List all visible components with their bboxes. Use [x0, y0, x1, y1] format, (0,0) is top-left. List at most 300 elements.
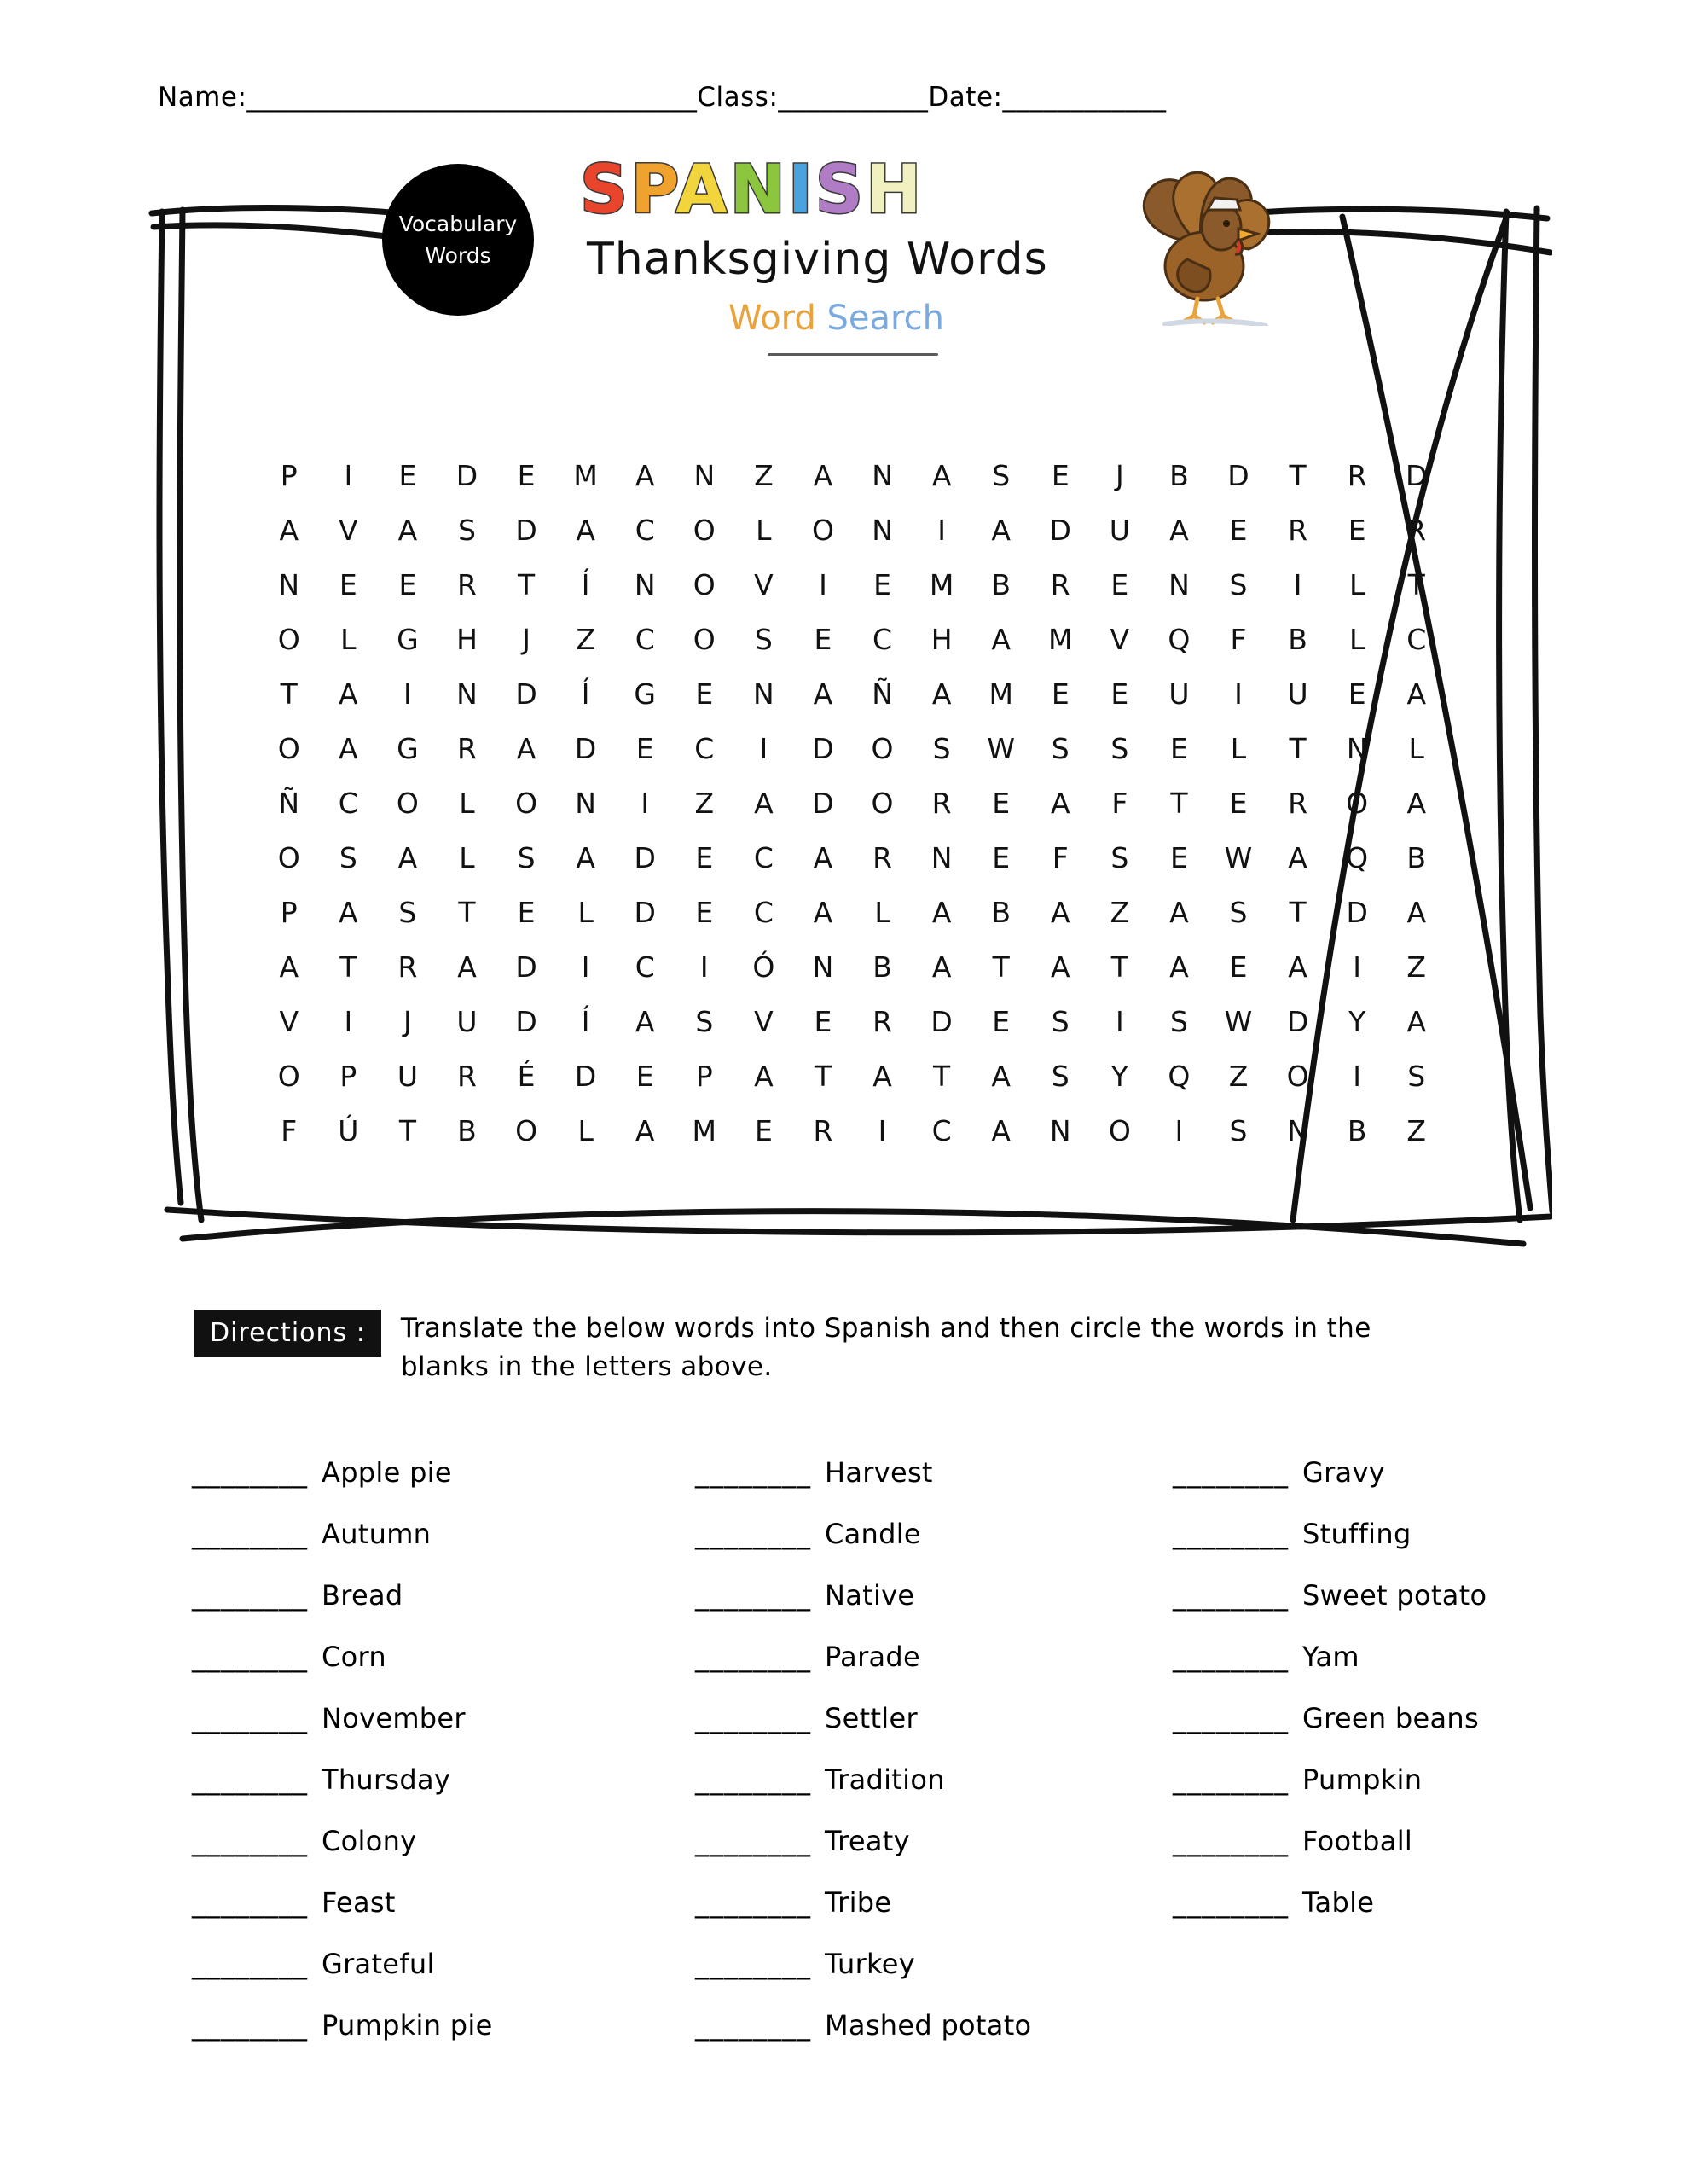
grid-cell[interactable]: R	[872, 840, 893, 874]
grid-cell[interactable]: S	[1229, 1113, 1248, 1147]
grid-cell[interactable]: N	[456, 677, 478, 711]
grid-cell[interactable]: Z	[1406, 950, 1427, 984]
answer-blank[interactable]: ________	[192, 1579, 308, 1612]
grid-cell[interactable]: R	[1288, 513, 1308, 547]
word-label: Feast	[322, 1886, 396, 1919]
grid-cell[interactable]: A	[813, 458, 833, 492]
grid-cell[interactable]: I	[581, 950, 590, 984]
grid-cell[interactable]: J	[522, 622, 531, 656]
grid-cell[interactable]: P	[280, 458, 299, 492]
grid-cell[interactable]: Y	[1348, 1004, 1366, 1038]
grid-cell[interactable]: D	[930, 1004, 954, 1038]
word-label: Apple pie	[322, 1456, 452, 1489]
grid-cell[interactable]: O	[277, 622, 301, 656]
grid-cell[interactable]: S	[517, 840, 536, 874]
grid-cell[interactable]: M	[692, 1113, 717, 1147]
grid-cell[interactable]: O	[277, 840, 301, 874]
grid-cell[interactable]: T	[339, 950, 357, 984]
grid-cell[interactable]: C	[338, 786, 359, 820]
grid-cell[interactable]: R	[813, 1113, 833, 1147]
grid-cell[interactable]: Z	[754, 458, 774, 492]
grid-cell[interactable]: A	[279, 513, 299, 547]
answer-blank[interactable]: ________	[1173, 1456, 1289, 1489]
grid-cell[interactable]: T	[992, 950, 1011, 984]
grid-cell[interactable]: N	[1049, 1113, 1072, 1147]
grid-cell[interactable]: E	[398, 458, 417, 492]
grid-cell[interactable]: L	[577, 1113, 594, 1147]
grid-cell[interactable]: A	[931, 950, 952, 984]
grid-cell[interactable]: T	[814, 1059, 832, 1093]
grid-cell[interactable]: N	[693, 458, 716, 492]
grid-cell[interactable]: R	[1050, 567, 1071, 601]
grid-cell[interactable]: N	[575, 786, 597, 820]
grid-cell[interactable]: W	[1224, 1004, 1253, 1038]
grid-cell[interactable]: D	[455, 458, 478, 492]
grid-cell[interactable]: S	[1229, 567, 1248, 601]
grid-cell[interactable]: R	[1288, 786, 1308, 820]
grid-cell[interactable]: A	[576, 840, 596, 874]
grid-cell[interactable]: Z	[1406, 1113, 1427, 1147]
grid-cell[interactable]: S	[1169, 1004, 1189, 1038]
grid-cell[interactable]: R	[397, 950, 418, 984]
grid-cell[interactable]: L	[577, 895, 594, 929]
grid-cell[interactable]: Q	[1346, 840, 1369, 874]
grid-cell[interactable]: E	[517, 895, 536, 929]
grid-cell[interactable]: A	[1050, 950, 1071, 984]
grid-cell[interactable]: B	[1406, 840, 1427, 874]
grid-cell[interactable]: T	[517, 567, 536, 601]
grid-cell[interactable]: E	[695, 895, 714, 929]
grid-cell[interactable]: N	[278, 567, 300, 601]
grid-cell[interactable]: S	[1051, 731, 1070, 765]
grid-cell[interactable]: B	[991, 895, 1012, 929]
grid-cell[interactable]: L	[1408, 731, 1425, 765]
grid-cell[interactable]: O	[811, 513, 835, 547]
grid-cell[interactable]: T	[1407, 567, 1426, 601]
grid-cell[interactable]: T	[398, 1113, 417, 1147]
grid-cell[interactable]: S	[398, 895, 417, 929]
grid-cell[interactable]: C	[635, 622, 656, 656]
grid-cell[interactable]: D	[1286, 1004, 1309, 1038]
word-list-item	[1173, 1749, 1574, 1810]
grid-cell[interactable]: A	[813, 895, 833, 929]
grid-cell[interactable]: W	[1224, 840, 1253, 874]
grid-cell[interactable]: V	[339, 513, 359, 547]
grid-cell[interactable]: C	[635, 513, 656, 547]
grid-cell[interactable]: M	[573, 458, 599, 492]
answer-blank[interactable]: ________	[695, 2009, 811, 2042]
grid-cell[interactable]: L	[1348, 622, 1365, 656]
grid-cell[interactable]: S	[1051, 1004, 1070, 1038]
grid-cell[interactable]: O	[693, 622, 716, 656]
grid-cell[interactable]: C	[872, 622, 893, 656]
grid-cell[interactable]: V	[279, 1004, 299, 1038]
grid-cell[interactable]: L	[340, 622, 357, 656]
grid-cell[interactable]: C	[635, 950, 656, 984]
grid-cell[interactable]: S	[1051, 1059, 1070, 1093]
grid-cell[interactable]: E	[1110, 567, 1129, 601]
grid-row	[264, 448, 1441, 502]
grid-cell[interactable]: D	[515, 513, 538, 547]
grid-cell[interactable]: L	[874, 895, 891, 929]
grid-cell[interactable]: Í	[581, 1004, 590, 1038]
grid-cell[interactable]: E	[635, 1059, 655, 1093]
grid-cell[interactable]: A	[516, 731, 536, 765]
grid-cell[interactable]: D	[1406, 458, 1428, 492]
grid-cell[interactable]: A	[279, 950, 299, 984]
grid-cell[interactable]: S	[992, 458, 1011, 492]
grid-cell[interactable]: G	[397, 731, 420, 765]
grid-cell[interactable]: E	[814, 1004, 832, 1038]
answer-blank[interactable]: ________	[695, 1456, 811, 1489]
grid-cell[interactable]: E	[1229, 786, 1248, 820]
grid-cell[interactable]: É	[517, 1059, 536, 1093]
grid-cell[interactable]: D	[574, 1059, 597, 1093]
grid-cell[interactable]: S	[1229, 895, 1248, 929]
grid-cell[interactable]: A	[872, 1059, 893, 1093]
grid-cell[interactable]: O	[277, 1059, 301, 1093]
grid-cell[interactable]: I	[641, 786, 650, 820]
grid-cell[interactable]: A	[397, 840, 418, 874]
grid-cell[interactable]: A	[339, 677, 359, 711]
grid-cell[interactable]: E	[1229, 950, 1248, 984]
answer-blank[interactable]: ________	[192, 1641, 308, 1673]
grid-cell[interactable]: A	[931, 895, 952, 929]
grid-cell[interactable]: D	[812, 786, 835, 820]
grid-cell[interactable]: O	[1108, 1113, 1132, 1147]
grid-cell[interactable]: A	[576, 513, 596, 547]
answer-blank[interactable]: ________	[695, 1825, 811, 1857]
grid-cell[interactable]: J	[403, 1004, 413, 1038]
grid-cell[interactable]: A	[813, 677, 833, 711]
grid-cell[interactable]: D	[515, 677, 538, 711]
grid-cell[interactable]: Q	[1168, 622, 1191, 656]
grid-cell[interactable]: B	[991, 567, 1012, 601]
grid-cell[interactable]: Ó	[752, 950, 775, 984]
answer-blank[interactable]: ________	[192, 2009, 308, 2042]
grid-cell[interactable]: F	[281, 1113, 298, 1147]
grid-cell[interactable]: R	[1347, 458, 1368, 492]
grid-cell[interactable]: E	[1169, 840, 1189, 874]
answer-blank[interactable]: ________	[192, 1886, 308, 1919]
grid-cell[interactable]: E	[1051, 677, 1070, 711]
grid-cell[interactable]: A	[1169, 950, 1190, 984]
grid-cell[interactable]: I	[1234, 677, 1244, 711]
grid-cell[interactable]: T	[1289, 895, 1307, 929]
grid-cell[interactable]: E	[1169, 731, 1189, 765]
grid-cell[interactable]: I	[937, 513, 947, 547]
grid-cell[interactable]: I	[1353, 1059, 1362, 1093]
grid-cell[interactable]: S	[695, 1004, 714, 1038]
grid-cell[interactable]: A	[339, 895, 359, 929]
grid-cell[interactable]: W	[987, 731, 1016, 765]
grid-cell[interactable]: R	[457, 731, 478, 765]
grid-cell[interactable]: O	[871, 786, 895, 820]
grid-cell[interactable]: I	[819, 567, 828, 601]
grid-cell[interactable]: J	[1115, 458, 1125, 492]
grid-cell[interactable]: Z	[1228, 1059, 1249, 1093]
grid-cell[interactable]: E	[695, 840, 714, 874]
grid-cell[interactable]: A	[991, 1113, 1012, 1147]
grid-cell[interactable]: H	[456, 622, 478, 656]
grid-cell[interactable]: Í	[581, 677, 590, 711]
answer-blank[interactable]: ________	[695, 1518, 811, 1550]
grid-cell[interactable]: S	[458, 513, 477, 547]
grid-cell[interactable]: N	[930, 840, 953, 874]
grid-cell[interactable]: A	[1406, 677, 1427, 711]
grid-cell[interactable]: Ú	[338, 1113, 359, 1147]
grid-row	[264, 885, 1441, 939]
class-blank[interactable]: ___________	[778, 82, 929, 113]
grid-cell[interactable]: E	[1229, 513, 1248, 547]
grid-cell[interactable]: A	[1406, 1004, 1427, 1038]
grid-cell[interactable]: A	[339, 731, 359, 765]
answer-blank[interactable]: ________	[695, 1948, 811, 1980]
grid-cell[interactable]: E	[1348, 513, 1367, 547]
answer-blank[interactable]: ________	[1173, 1886, 1289, 1919]
grid-cell[interactable]: S	[932, 731, 952, 765]
grid-cell[interactable]: C	[1406, 622, 1427, 656]
grid-cell[interactable]: R	[931, 786, 953, 820]
grid-cell[interactable]: U	[456, 1004, 478, 1038]
answer-blank[interactable]: ________	[192, 1456, 308, 1489]
answer-blank[interactable]: ________	[695, 1579, 811, 1612]
grid-cell[interactable]: Q	[1168, 1059, 1191, 1093]
grid-cell[interactable]: V	[754, 1004, 774, 1038]
word-label: Bread	[322, 1579, 403, 1612]
grid-cell[interactable]: G	[634, 677, 657, 711]
word-label: Grateful	[322, 1948, 435, 1980]
grid-cell[interactable]: O	[515, 786, 538, 820]
grid-cell[interactable]: D	[1049, 513, 1072, 547]
grid-cell[interactable]: D	[634, 840, 657, 874]
grid-cell[interactable]: E	[754, 1113, 774, 1147]
grid-cell[interactable]: D	[634, 895, 657, 929]
grid-cell[interactable]: T	[1289, 731, 1307, 765]
grid-cell[interactable]: I	[344, 1004, 353, 1038]
grid-cell[interactable]: I	[403, 677, 413, 711]
grid-cell[interactable]: E	[992, 1004, 1011, 1038]
grid-cell[interactable]: F	[1111, 786, 1128, 820]
grid-cell[interactable]: A	[1288, 950, 1308, 984]
grid-cell[interactable]: I	[759, 731, 768, 765]
grid-cell[interactable]: L	[1230, 731, 1247, 765]
grid-cell[interactable]: A	[931, 677, 952, 711]
grid-cell[interactable]: O	[277, 731, 301, 765]
answer-blank[interactable]: ________	[192, 1702, 308, 1734]
grid-cell[interactable]: E	[992, 840, 1011, 874]
grid-cell[interactable]: A	[991, 1059, 1012, 1093]
grid-cell[interactable]: I	[1293, 567, 1302, 601]
grid-cell[interactable]: B	[1347, 1113, 1367, 1147]
grid-cell[interactable]: B	[1288, 622, 1308, 656]
grid-cell[interactable]: R	[457, 567, 478, 601]
grid-cell[interactable]: E	[695, 677, 714, 711]
grid-cell[interactable]: A	[991, 622, 1012, 656]
grid-cell[interactable]: D	[812, 731, 835, 765]
grid-cell[interactable]: U	[397, 1059, 419, 1093]
grid-cell[interactable]: C	[931, 1113, 953, 1147]
grid-cell[interactable]: A	[991, 513, 1012, 547]
grid-cell[interactable]: T	[1110, 950, 1129, 984]
grid-cell[interactable]: B	[872, 950, 893, 984]
answer-blank[interactable]: ________	[1173, 1825, 1289, 1857]
grid-cell[interactable]: Y	[1110, 1059, 1129, 1093]
grid-cell[interactable]: N	[1168, 567, 1191, 601]
grid-cell[interactable]: U	[1109, 513, 1131, 547]
grid-cell[interactable]: Z	[1110, 895, 1130, 929]
grid-cell[interactable]: M	[1048, 622, 1073, 656]
answer-blank[interactable]: ________	[192, 1518, 308, 1550]
date-blank[interactable]: ____________	[1002, 82, 1167, 113]
grid-cell[interactable]: O	[396, 786, 420, 820]
answer-blank[interactable]: ________	[695, 1763, 811, 1796]
grid-cell[interactable]: A	[1169, 513, 1190, 547]
grid-cell[interactable]: O	[1346, 786, 1369, 820]
grid-cell[interactable]: C	[753, 895, 774, 929]
grid-cell[interactable]: A	[754, 1059, 774, 1093]
grid-cell[interactable]: S	[1110, 840, 1129, 874]
grid-cell[interactable]: O	[693, 513, 716, 547]
grid-cell[interactable]: A	[1050, 895, 1071, 929]
grid-cell[interactable]: I	[1115, 1004, 1125, 1038]
grid-cell[interactable]: E	[398, 567, 417, 601]
grid-cell[interactable]: E	[1051, 458, 1070, 492]
grid-cell[interactable]: A	[1288, 840, 1308, 874]
grid-cell[interactable]: P	[339, 1059, 357, 1093]
answer-blank[interactable]: ________	[192, 1763, 308, 1796]
grid-cell[interactable]: N	[753, 677, 775, 711]
grid-cell[interactable]: L	[1348, 567, 1365, 601]
grid-cell[interactable]: I	[878, 1113, 887, 1147]
answer-blank[interactable]: ________	[192, 1825, 308, 1857]
grid-cell[interactable]: N	[872, 458, 894, 492]
grid-cell[interactable]: S	[1407, 1059, 1426, 1093]
grid-cell[interactable]: D	[574, 731, 597, 765]
grid-cell[interactable]: S	[754, 622, 774, 656]
grid-cell[interactable]: D	[515, 1004, 538, 1038]
answer-blank[interactable]: ________	[1173, 1518, 1289, 1550]
grid-cell[interactable]: T	[1289, 458, 1307, 492]
grid-cell[interactable]: V	[1110, 622, 1130, 656]
grid-cell[interactable]: Í	[581, 567, 590, 601]
grid-cell[interactable]: S	[339, 840, 358, 874]
grid-cell[interactable]: E	[1348, 677, 1367, 711]
grid-cell[interactable]: I	[344, 458, 353, 492]
grid-cell[interactable]: I	[1353, 950, 1362, 984]
grid-cell[interactable]: A	[813, 840, 833, 874]
grid-cell[interactable]: R	[457, 1059, 478, 1093]
answer-blank[interactable]: ________	[695, 1886, 811, 1919]
grid-cell[interactable]: G	[397, 622, 420, 656]
grid-cell[interactable]: A	[931, 458, 952, 492]
grid-cell[interactable]: A	[635, 458, 655, 492]
grid-cell[interactable]: L	[459, 786, 476, 820]
grid-cell[interactable]: D	[1227, 458, 1250, 492]
grid-cell[interactable]: Z	[576, 622, 596, 656]
grid-cell[interactable]: Ñ	[872, 677, 894, 711]
grid-cell[interactable]: O	[1286, 1059, 1310, 1093]
grid-cell[interactable]: E	[814, 622, 832, 656]
grid-cell[interactable]: A	[635, 1004, 655, 1038]
grid-cell[interactable]: T	[458, 895, 477, 929]
grid-cell[interactable]: B	[457, 1113, 478, 1147]
grid-cell[interactable]: E	[635, 731, 655, 765]
grid-cell[interactable]: U	[1168, 677, 1190, 711]
grid-cell[interactable]: R	[1406, 513, 1427, 547]
name-blank[interactable]: _________________________________	[246, 82, 698, 113]
grid-cell[interactable]: B	[1169, 458, 1190, 492]
grid-cell[interactable]: D	[515, 950, 538, 984]
grid-cell[interactable]: L	[459, 840, 476, 874]
grid-cell[interactable]: A	[1050, 786, 1071, 820]
grid-cell[interactable]: F	[1230, 622, 1247, 656]
grid-cell[interactable]: A	[635, 1113, 655, 1147]
word-label: Harvest	[825, 1456, 933, 1489]
grid-cell[interactable]: O	[693, 567, 716, 601]
grid-cell[interactable]: N	[1346, 731, 1368, 765]
grid-cell[interactable]: I	[1174, 1113, 1184, 1147]
grid-cell[interactable]: F	[1052, 840, 1070, 874]
grid-cell[interactable]: N	[1287, 1113, 1309, 1147]
grid-cell[interactable]: N	[812, 950, 834, 984]
grid-cell[interactable]: T	[280, 677, 299, 711]
grid-cell[interactable]: A	[1406, 786, 1427, 820]
grid-cell[interactable]: P	[280, 895, 299, 929]
grid-cell[interactable]: E	[1110, 677, 1129, 711]
grid-cell[interactable]: A	[1406, 895, 1427, 929]
grid-cell[interactable]: T	[1170, 786, 1188, 820]
grid-cell[interactable]: U	[1287, 677, 1309, 711]
grid-cell[interactable]: T	[933, 1059, 951, 1093]
grid-cell[interactable]: N	[634, 567, 657, 601]
answer-blank[interactable]: ________	[695, 1641, 811, 1673]
grid-cell[interactable]: E	[992, 786, 1011, 820]
grid-cell[interactable]: Ñ	[278, 786, 300, 820]
grid-cell[interactable]: A	[397, 513, 418, 547]
grid-cell[interactable]: P	[695, 1059, 714, 1093]
grid-cell[interactable]: I	[699, 950, 710, 984]
grid-cell[interactable]: R	[872, 1004, 893, 1038]
grid-cell[interactable]: E	[339, 567, 358, 601]
grid-cell[interactable]: S	[1110, 731, 1129, 765]
grid-cell[interactable]: Z	[694, 786, 715, 820]
grid-cell[interactable]: A	[1169, 895, 1190, 929]
answer-blank[interactable]: ________	[192, 1948, 308, 1980]
answer-blank[interactable]: ________	[1173, 1579, 1289, 1612]
answer-blank[interactable]: ________	[1173, 1702, 1289, 1734]
grid-cell[interactable]: A	[754, 786, 774, 820]
grid-cell[interactable]: C	[753, 840, 774, 874]
grid-cell[interactable]: E	[517, 458, 536, 492]
grid-cell[interactable]: E	[873, 567, 892, 601]
grid-cell[interactable]: L	[756, 513, 773, 547]
grid-cell[interactable]: M	[929, 567, 954, 601]
answer-blank[interactable]: ________	[1173, 1641, 1289, 1673]
grid-cell[interactable]: M	[988, 677, 1014, 711]
grid-cell[interactable]: A	[457, 950, 478, 984]
grid-cell[interactable]: D	[1346, 895, 1369, 929]
grid-cell[interactable]: H	[930, 622, 954, 656]
grid-cell[interactable]: V	[754, 567, 774, 601]
word-search-grid[interactable]	[264, 448, 1441, 1158]
grid-cell[interactable]: O	[515, 1113, 538, 1147]
grid-cell[interactable]: N	[872, 513, 894, 547]
grid-cell[interactable]: O	[871, 731, 895, 765]
answer-blank[interactable]: ________	[1173, 1763, 1289, 1796]
answer-blank[interactable]: ________	[695, 1702, 811, 1734]
grid-cell[interactable]: C	[694, 731, 715, 765]
